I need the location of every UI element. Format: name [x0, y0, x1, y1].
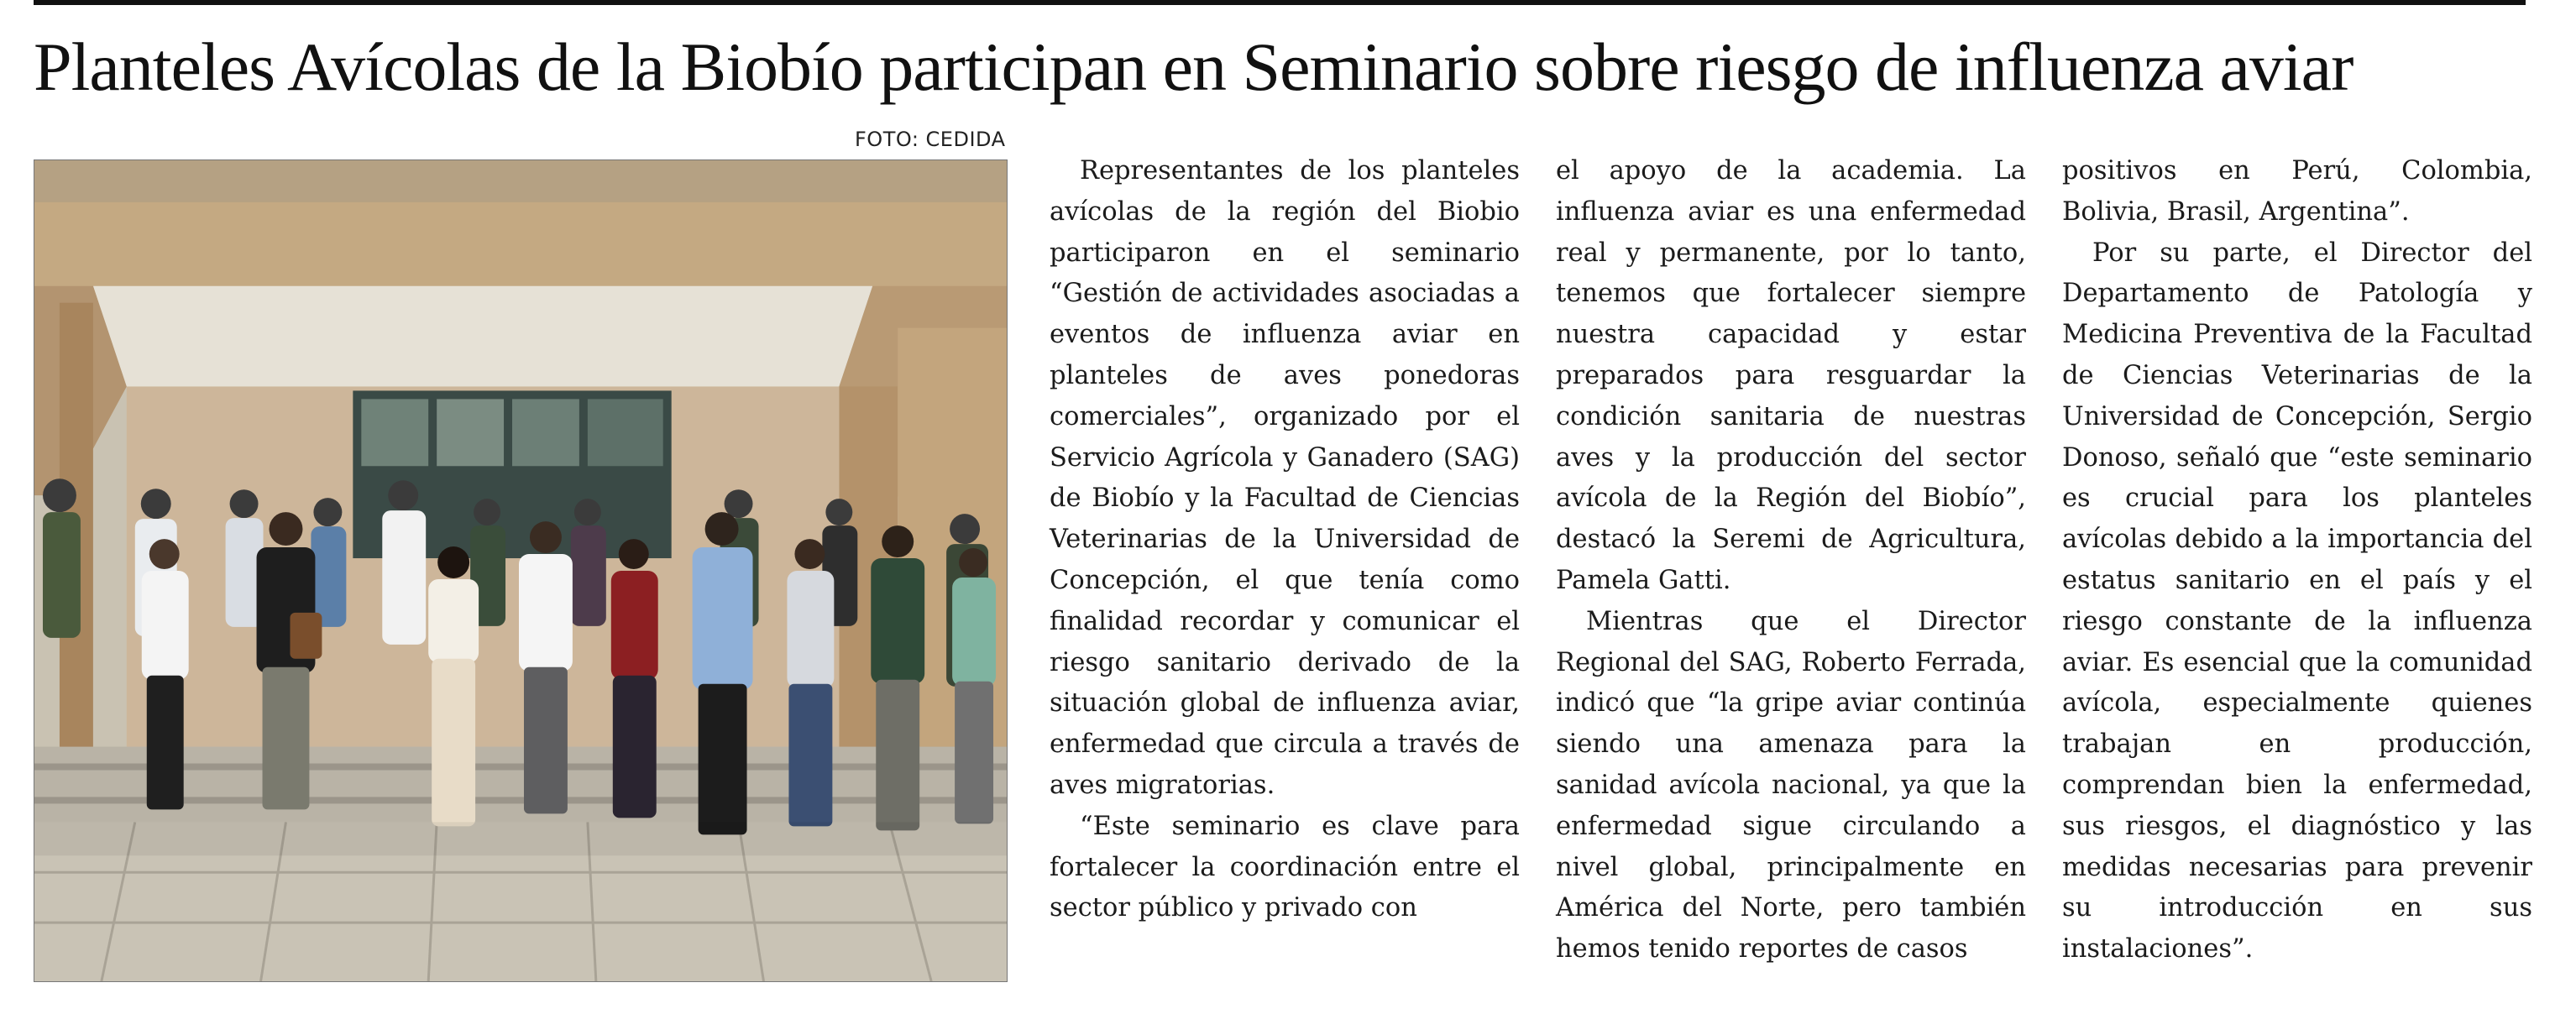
- article-column-1: [1050, 151, 1520, 929]
- article-column-3: [2062, 151, 2532, 970]
- group-photo: [34, 159, 1008, 982]
- paragraph: Por su parte, el Director del Departamento de Patología y Medicina Preventiva de la Facultad de Ciencias Veterinarias de la Universidad de Concepción, Sergio Donoso, señaló que “este seminario es crucial para los planteles avícolas debido a la importancia del estatus sanitario en el país y el riesgo constante de la influenza aviar. Es esencial que la comunidad avícola, especialmente quienes trabajan en producción, comprendan bien la enfermedad, sus riesgos, el diagnóstico y las medidas necesarias para prevenir su introducción en sus instalaciones”.: [2062, 238, 2532, 964]
- paragraph: el apoyo de la academia. La influenza aviar es una enfermedad real y permanente, por lo tanto, tenemos que fortalecer siempre nuestra capacidad y estar preparados para resguardar la condición sanitaria de nuestras aves y la producción del sector avícola de la Región del Biobío”, destacó la Seremi de Agricultura, Pamela Gatti.: [1556, 156, 2026, 595]
- article-headline: Planteles Avícolas de la Biobío participan en Seminario sobre riesgo de influenza aviar: [34, 29, 2353, 105]
- paragraph: Mientras que el Director Regional del SAG, Roberto Ferrada, indicó que “la gripe aviar continúa siendo una amenaza para la sanidad avícola nacional, ya que la enfermedad sigue circulando a nivel global, principalmente en América del Norte, pero también hemos tenido reportes de casos: [1556, 606, 2026, 964]
- article-column-2: [1556, 151, 2026, 970]
- paragraph: “Este seminario es clave para fortalecer la coordinación entre el sector público y privado con: [1050, 811, 1520, 923]
- photo-credit: FOTO: CEDIDA: [855, 128, 1006, 151]
- group-photo-illustration: [34, 160, 1007, 981]
- paragraph: positivos en Perú, Colombia, Bolivia, Brasil, Argentina”.: [2062, 156, 2532, 227]
- top-rule: [34, 0, 2526, 5]
- paragraph: Representantes de los planteles avícolas de la región del Biobio participaron en el seminario “Gestión de actividades asociadas a eventos de influenza aviar en planteles de aves ponedoras comerciales”, organizado por el Servicio Agrícola y Ganadero (SAG) de Biobío y la Facultad de Ciencias Veterinarias de la Universidad de Concepción, el que tenía como finalidad recordar y comunicar el riesgo sanitario derivado de la situación global de influenza aviar, enfermedad que circula a través de aves migratorias.: [1050, 156, 1520, 800]
